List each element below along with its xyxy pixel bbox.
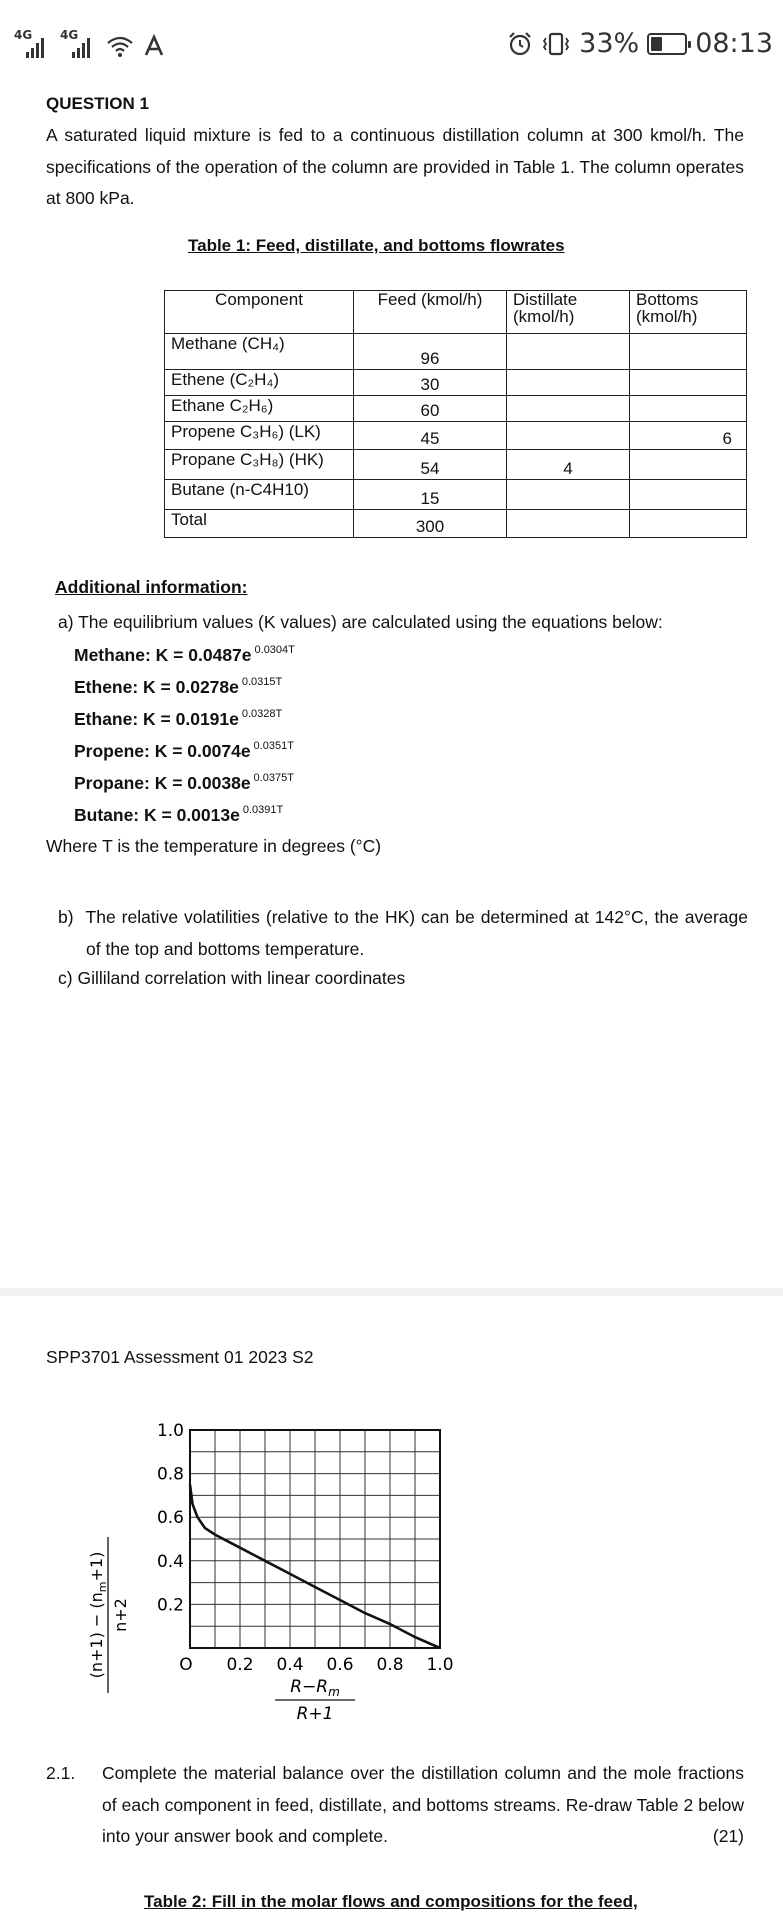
alarm-icon [507, 31, 533, 57]
status-right [507, 28, 773, 59]
equation-exponent: 0.0375T [253, 772, 294, 784]
bottoms-cell [630, 480, 747, 510]
chart-grid [190, 1430, 440, 1648]
component-cell: Methane (CH₄) [165, 334, 354, 370]
distillate-cell: 4 [507, 450, 630, 480]
equation-ethane [74, 708, 295, 740]
item-b [58, 902, 748, 965]
bottoms-cell [630, 396, 747, 422]
app-notification-icon [142, 34, 166, 58]
signal-icon-2 [60, 28, 98, 58]
table-row [165, 422, 747, 450]
chart-svg [80, 1400, 480, 1730]
item-b-text: The relative volatilities (relative to the HK) can be determined at 142°C, the average of the top and bottoms temperature. [85, 907, 748, 959]
x-tick-labels [179, 1655, 453, 1675]
item-a-text: The equilibrium values (K values) are calculated using the equations below: [78, 612, 663, 632]
y-axis-label [87, 1537, 130, 1693]
item-a-label: a) [58, 612, 74, 632]
component-cell: Ethane C₂H₆) [165, 396, 354, 422]
feed-cell: 54 [354, 450, 507, 480]
equation-exponent: 0.0391T [242, 804, 284, 816]
question-intro: A saturated liquid mixture is fed to a continuous distillation column at 300 kmol/h. The specifications of the operation of the column are provided in Table 1. The column operates at 800 kPa. [46, 125, 744, 208]
x-tick-label: 1.0 [426, 1655, 454, 1675]
feed-cell: 15 [354, 480, 507, 510]
equation-label: Methane: K = 0.0487e [74, 645, 252, 665]
vibrate-icon [541, 31, 571, 57]
status-bar [0, 0, 783, 90]
temperature-note: Where T is the temperature in degrees (°C) [46, 836, 382, 856]
question-number: 2.1. [46, 1763, 76, 1783]
table-row [165, 396, 747, 422]
k-value-equations [74, 644, 295, 836]
table1-header-distillate: Distillate (kmol/h) [507, 291, 630, 334]
equation-butane [74, 804, 295, 836]
distillate-cell [507, 422, 630, 450]
equation-label: Ethane: K = 0.0191e [74, 709, 239, 729]
table-row [165, 450, 747, 480]
battery-percent: 33% [579, 28, 640, 59]
question-marks: (21) [712, 1826, 744, 1846]
y-tick-label: 0.4 [156, 1551, 184, 1572]
component-cell: Total [165, 510, 354, 538]
x-tick-label: O [179, 1655, 193, 1675]
network-type-1: 4G [14, 28, 33, 42]
question-title: QUESTION 1 [46, 94, 149, 113]
x-tick-label: 0.4 [276, 1655, 304, 1675]
table1-header-feed: Feed (kmol/h) [354, 291, 507, 334]
table-row [165, 370, 747, 396]
battery-icon [647, 33, 687, 55]
table1-header-component: Component [165, 291, 354, 334]
bottoms-cell [630, 510, 747, 538]
equation-propane [74, 772, 295, 804]
equation-exponent: 0.0351T [253, 740, 294, 752]
additional-info-title: Additional information: [55, 577, 248, 597]
equation-label: Propane: K = 0.0038e [74, 773, 251, 793]
table-row [165, 510, 747, 538]
item-a [58, 612, 663, 633]
feed-cell: 96 [354, 334, 507, 370]
component-cell: Ethene (C₂H₄) [165, 370, 354, 396]
bottoms-cell: 6 [630, 422, 747, 450]
equation-exponent: 0.0328T [241, 708, 283, 720]
x-axis-label [275, 1677, 355, 1724]
component-cell: Propene C₃H₆) (LK) [165, 422, 354, 450]
x-tick-label: 0.6 [326, 1655, 354, 1675]
feed-cell: 300 [354, 510, 507, 538]
y-tick-labels [157, 1421, 184, 1615]
distillate-cell [507, 370, 630, 396]
item-b-label: b) [58, 907, 74, 927]
page-divider [0, 1288, 783, 1296]
item-c-text: Gilliland correlation with linear coordinates [77, 968, 406, 988]
bottoms-cell [630, 334, 747, 370]
item-c [58, 968, 405, 989]
signal-icon [14, 28, 52, 58]
x-tick-label: 0.8 [376, 1655, 404, 1675]
wifi-icon [106, 34, 134, 58]
y-tick-label: 0.6 [156, 1508, 184, 1529]
item-c-label: c) [58, 968, 73, 988]
status-left [14, 28, 166, 58]
network-type-2: 4G [60, 28, 79, 42]
distillate-cell [507, 480, 630, 510]
table-row [165, 334, 747, 370]
equation-ethene [74, 676, 295, 708]
component-cell: Butane (n-C4H10) [165, 480, 354, 510]
clock: 08:13 [695, 28, 773, 59]
equation-exponent: 0.0304T [254, 644, 295, 656]
equation-propene [74, 740, 295, 772]
y-tick-label: 0.2 [156, 1595, 184, 1616]
gilliland-chart [80, 1400, 480, 1735]
feed-cell: 30 [354, 370, 507, 396]
component-cell: Propane C₃H₈) (HK) [165, 450, 354, 480]
equation-label: Butane: K = 0.0013e [74, 805, 240, 825]
question-text: Complete the material balance over the distillation column and the mole fractions of each component in feed, distillate, and bottoms streams. Re-draw Table 2 below into your answer book and complete. [102, 1763, 744, 1846]
y-label-numerator: $(n+1) - (n_m+1)$ [87, 1551, 109, 1679]
table1 [164, 290, 747, 538]
y-tick-label: 1.0 [156, 1421, 184, 1441]
feed-cell: 60 [354, 396, 507, 422]
equation-label: Propene: K = 0.0074e [74, 741, 251, 761]
x-tick-label: 0.2 [226, 1655, 254, 1675]
x-label-denominator: R+1 [296, 1704, 334, 1724]
equation-label: Ethene: K = 0.0278e [74, 677, 239, 697]
table-row [165, 480, 747, 510]
feed-cell: 45 [354, 422, 507, 450]
distillate-cell [507, 396, 630, 422]
y-label-denominator: n+2 [111, 1598, 130, 1632]
table1-caption: Table 1: Feed, distillate, and bottoms flowrates [188, 236, 565, 255]
equation-methane [74, 644, 295, 676]
table1-header-bottoms: Bottoms (kmol/h) [630, 291, 747, 334]
page-header: SPP3701 Assessment 01 2023 S2 [46, 1347, 314, 1367]
x-label-numerator: $R-R_m$ [290, 1677, 340, 1699]
bottoms-cell [630, 370, 747, 396]
distillate-cell [507, 334, 630, 370]
y-tick-label: 0.8 [156, 1464, 184, 1485]
table2-caption: Table 2: Fill in the molar flows and compositions for the feed, [144, 1892, 638, 1911]
equation-exponent: 0.0315T [241, 676, 283, 688]
distillate-cell [507, 510, 630, 538]
bottoms-cell [630, 450, 747, 480]
